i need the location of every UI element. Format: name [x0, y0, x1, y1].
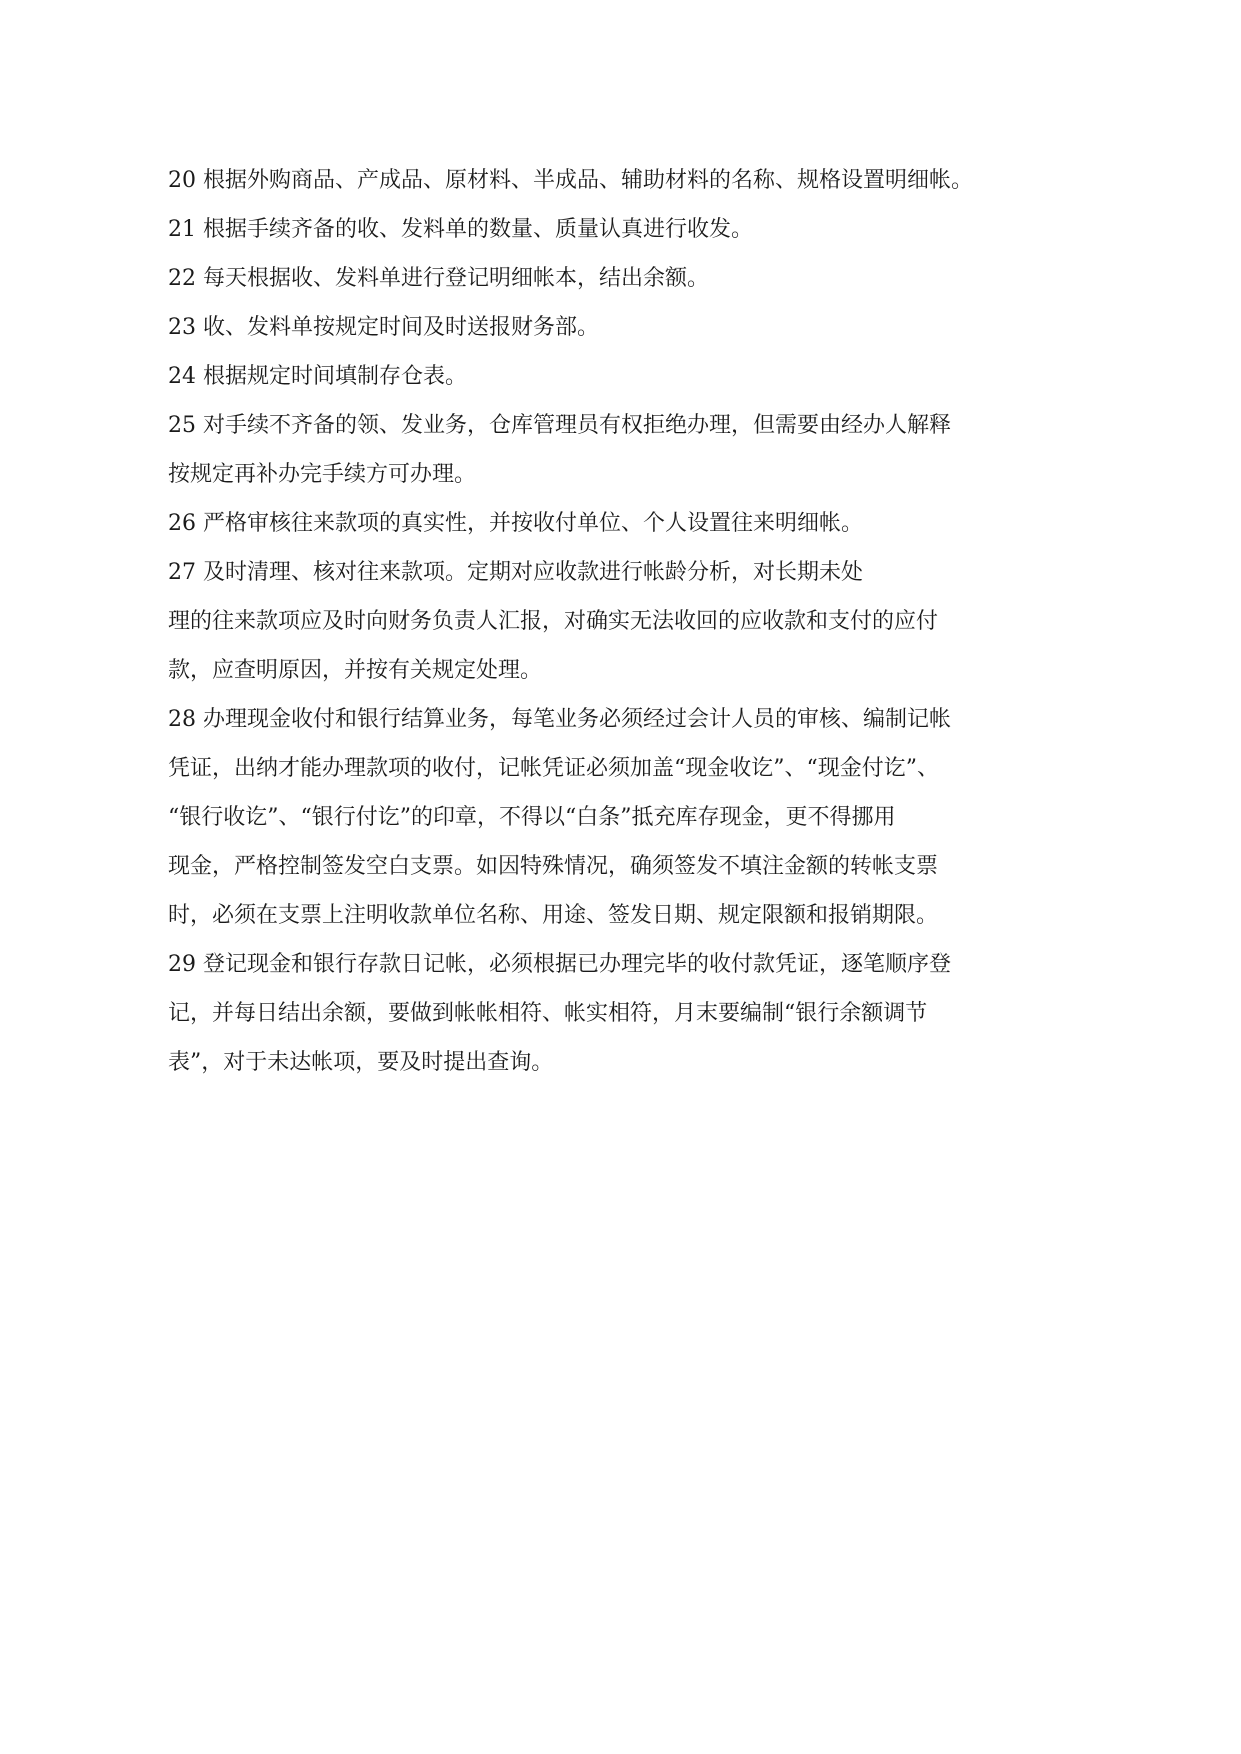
text-line-21: 21 根据手续齐备的收、发料单的数量、质量认真进行收发。 [168, 217, 753, 242]
text-line-22: 22 每天根据收、发料单进行登记明细帐本，结出余额。 [168, 266, 709, 291]
text-line-29-cont-2: 表”，对于未达帐项，要及时提出查询。 [168, 1050, 554, 1075]
text-line-27-cont-1: 理的往来款项应及时向财务负责人汇报，对确实无法收回的应收款和支付的应付 [168, 609, 939, 634]
text-line-25-cont: 按规定再补办完手续方可办理。 [168, 462, 477, 487]
document-body [168, 156, 1068, 1087]
text-line-28-cont-1: 凭证，出纳才能办理款项的收付，记帐凭证必须加盖“现金收讫”、“现金付讫”、 [168, 756, 939, 781]
text-line-23: 23 收、发料单按规定时间及时送报财务部。 [168, 315, 599, 340]
text-line-28-cont-2: “银行收讫”、“银行付讫”的印章，不得以“白条”抵充库存现金，更不得挪用 [168, 805, 896, 830]
text-line-28-cont-4: 时，必须在支票上注明收款单位名称、用途、签发日期、规定限额和报销期限。 [168, 903, 939, 928]
text-line-26: 26 严格审核往来款项的真实性，并按收付单位、个人设置往来明细帐。 [168, 511, 863, 536]
text-line-25: 25 对手续不齐备的领、发业务，仓库管理员有权拒绝办理，但需要由经办人解释 [168, 413, 951, 438]
text-line-28-cont-3: 现金，严格控制签发空白支票。如因特殊情况，确须签发不填注金额的转帐支票 [168, 854, 939, 879]
text-line-27-cont-2: 款，应查明原因，并按有关规定处理。 [168, 658, 543, 683]
text-line-28: 28 办理现金收付和银行结算业务，每笔业务必须经过会计人员的审核、编制记帐 [168, 707, 951, 732]
text-line-29: 29 登记现金和银行存款日记帐，必须根据已办理完毕的收付款凭证，逐笔顺序登 [168, 952, 951, 977]
text-line-27: 27 及时清理、核对往来款项。定期对应收款进行帐龄分析，对长期未处 [168, 560, 863, 585]
text-line-29-cont-1: 记，并每日结出余额，要做到帐帐相符、帐实相符，月末要编制“银行余额调节 [168, 1001, 928, 1026]
text-line-20: 20 根据外购商品、产成品、原材料、半成品、辅助材料的名称、规格设置明细帐。 [168, 168, 973, 193]
text-line-24: 24 根据规定时间填制存仓表。 [168, 364, 467, 389]
